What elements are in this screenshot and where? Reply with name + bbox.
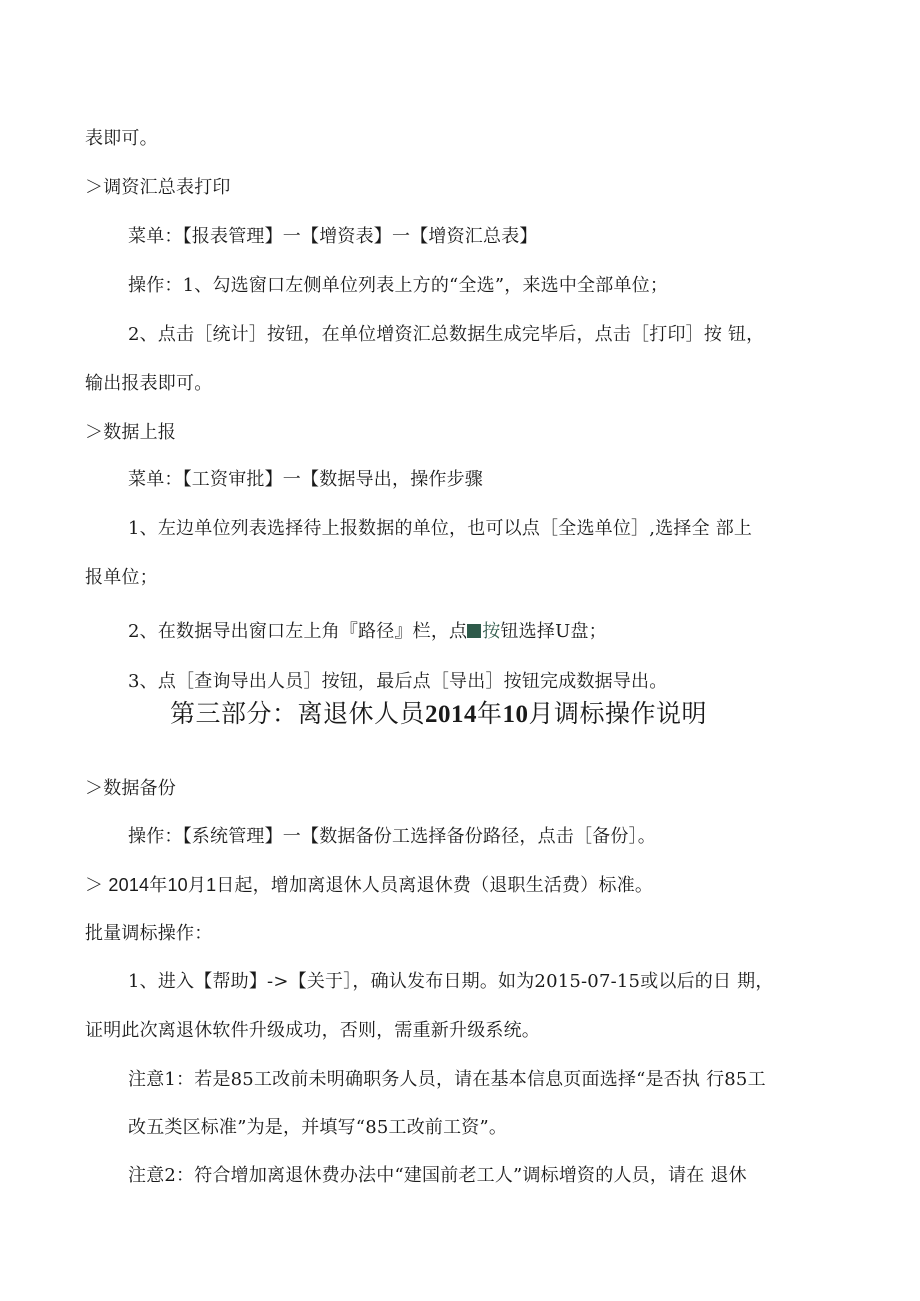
text-line: 报单位；	[85, 567, 158, 588]
menu-path-line: 菜单：【报表管理】一【增资表】一【增资汇总表】	[128, 226, 538, 247]
title-text: 第三部分：离退休人员	[170, 699, 426, 728]
title-year: 2014	[425, 701, 478, 728]
section-heading-data-backup: ＞数据备份	[85, 778, 176, 799]
section-heading-standard-increase	[85, 873, 653, 898]
section-heading-salary-summary-print: ＞调资汇总表打印	[85, 177, 231, 198]
step-text: 钮选择U盘；	[500, 621, 607, 642]
section-heading-data-report: ＞数据上报	[85, 422, 176, 443]
note-line: 注意1：若是85工改前未明确职务人员，请在基本信息页面选择“是否执 行85工	[128, 1069, 766, 1090]
operation-step-line	[128, 619, 607, 644]
heading-text: 增加离退休人员离退休费（退职生活费）标准。	[270, 875, 654, 896]
text-line: 输出报表即可。	[85, 373, 213, 394]
green-square-icon	[467, 624, 481, 638]
operation-step-line: 3、点［查询导出人员］按钮，最后点［导出］按钮完成数据导出。	[128, 671, 668, 692]
step-text: 2、在数据导出窗口左上角『路径』栏，点	[128, 621, 468, 642]
date-text: ＞ 2014年10月1日起，	[85, 875, 271, 895]
menu-path-line: 菜单：【工资审批】一【数据导出，操作步骤	[128, 469, 483, 490]
button-word: 按	[482, 621, 501, 641]
operation-step-line: 2、点击［统计］按钮，在单位增资汇总数据生成完毕后，点击［打印］按 钮，	[128, 324, 765, 345]
operation-step-line: 1、进入【帮助】->【关于］，确认发布日期。如为2015-07-15或以后的日 期，	[128, 971, 774, 992]
text-line: 表即可。	[85, 128, 158, 149]
text-line: 批量调标操作：	[85, 923, 213, 944]
part-three-title	[170, 698, 707, 731]
title-month: 10	[502, 701, 529, 728]
note-line: 注意2：符合增加离退休费办法中“建国前老工人”调标增资的人员，请在 退休	[128, 1165, 747, 1186]
note-line: 改五类区标准”为是，并填写“85工改前工资”。	[128, 1117, 508, 1138]
title-text: 年	[477, 699, 503, 728]
title-text: 月调标操作说明	[528, 699, 708, 728]
operation-step-line: 1、左边单位列表选择待上报数据的单位，也可以点［全选单位］,选择全 部上	[128, 518, 753, 539]
text-line: 证明此次离退休软件升级成功，否则，需重新升级系统。	[85, 1020, 540, 1041]
operation-step-line: 操作：【系统管理】一【数据备份工选择备份路径，点击［备份］。	[128, 826, 656, 847]
operation-step-line: 操作：1、勾选窗口左侧单位列表上方的“全选”，来选中全部单位；	[128, 275, 669, 296]
